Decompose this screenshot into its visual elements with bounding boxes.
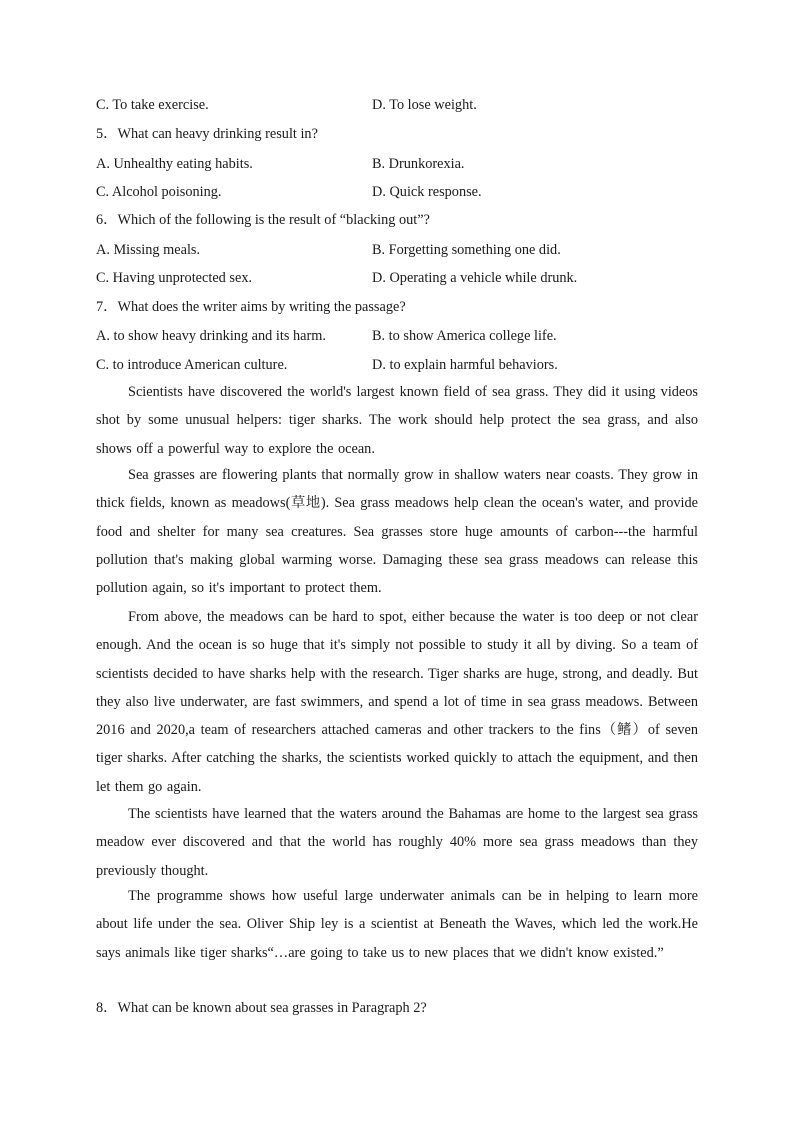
option-row xyxy=(96,267,698,289)
option-a: A. to show heavy drinking and its harm. xyxy=(96,328,326,344)
option-row xyxy=(96,239,698,261)
option-b: B. Drunkorexia. xyxy=(372,156,465,172)
question-8-stem: 8．What can be known about sea grasses in Paragraph 2? xyxy=(96,1000,427,1016)
option-b: B. Forgetting something one did. xyxy=(372,242,561,258)
option-d: D. Operating a vehicle while drunk. xyxy=(372,270,578,286)
option-c: C. Alcohol poisoning. xyxy=(96,184,222,200)
question-6-stem: 6．Which of the following is the result of “blacking out”? xyxy=(96,212,430,228)
option-row xyxy=(96,153,698,175)
option-b: B. to show America college life. xyxy=(372,328,557,344)
option-row xyxy=(96,181,698,203)
passage-paragraph-1: Scientists have discovered the world's largest known field of sea grass. They did it using videos shot by some unusual helpers: tiger sharks. The work should help protect the sea grass, and also shows off a powerful way to explore the ocean. xyxy=(96,384,698,457)
option-row xyxy=(96,325,698,347)
question-5-stem: 5．What can heavy drinking result in? xyxy=(96,126,318,142)
option-c: C. To take exercise. xyxy=(96,97,209,113)
passage-paragraph-5: The programme shows how useful large underwater animals can be in helping to learn more about life under the sea. Oliver Ship ley is a scientist at Beneath the Waves, which led the work.He says animals like tiger sharks“…are going to take us to new places that we didn't know existed.” xyxy=(96,888,698,961)
passage-paragraph-4: The scientists have learned that the waters around the Bahamas are home to the largest sea grass meadow ever discovered and that the world has roughly 40% more sea grass meadows than they previously thought. xyxy=(96,806,698,879)
passage-paragraph-2: Sea grasses are flowering plants that normally grow in shallow waters near coasts. They grow in thick fields, known as meadows(草地). Sea grass meadows help clean the ocean's water, and provide food and shelter for many sea creatures. Sea grasses store huge amounts of carbon---the harmful pollution that's making global warming worse. Damaging these sea grass meadows can release this pollution again, so it's important to protect them. xyxy=(96,467,698,597)
option-a: A. Unhealthy eating habits. xyxy=(96,156,253,172)
option-d: D. Quick response. xyxy=(372,184,482,200)
option-d: D. To lose weight. xyxy=(372,97,477,113)
option-c: C. to introduce American culture. xyxy=(96,357,288,373)
option-row xyxy=(96,94,698,116)
option-d: D. to explain harmful behaviors. xyxy=(372,357,558,373)
option-row xyxy=(96,354,698,376)
question-7-stem: 7．What does the writer aims by writing the passage? xyxy=(96,299,406,315)
option-a: A. Missing meals. xyxy=(96,242,201,258)
option-c: C. Having unprotected sex. xyxy=(96,270,253,286)
passage-paragraph-3: From above, the meadows can be hard to spot, either because the water is too deep or not clear enough. And the ocean is so huge that it's simply not possible to study it all by diving. So a team of scientists decided to have sharks help with the research. Tiger sharks are huge, strong, and deadly. But they also live underwater, are fast swimmers, and spend a lot of time in sea grass meadows. Between 2016 and 2020,a team of researchers attached cameras and other trackers to the fins（鳍）of seven tiger sharks. After catching the sharks, the scientists worked quickly to attach the equipment, and then let them go again. xyxy=(96,609,698,795)
